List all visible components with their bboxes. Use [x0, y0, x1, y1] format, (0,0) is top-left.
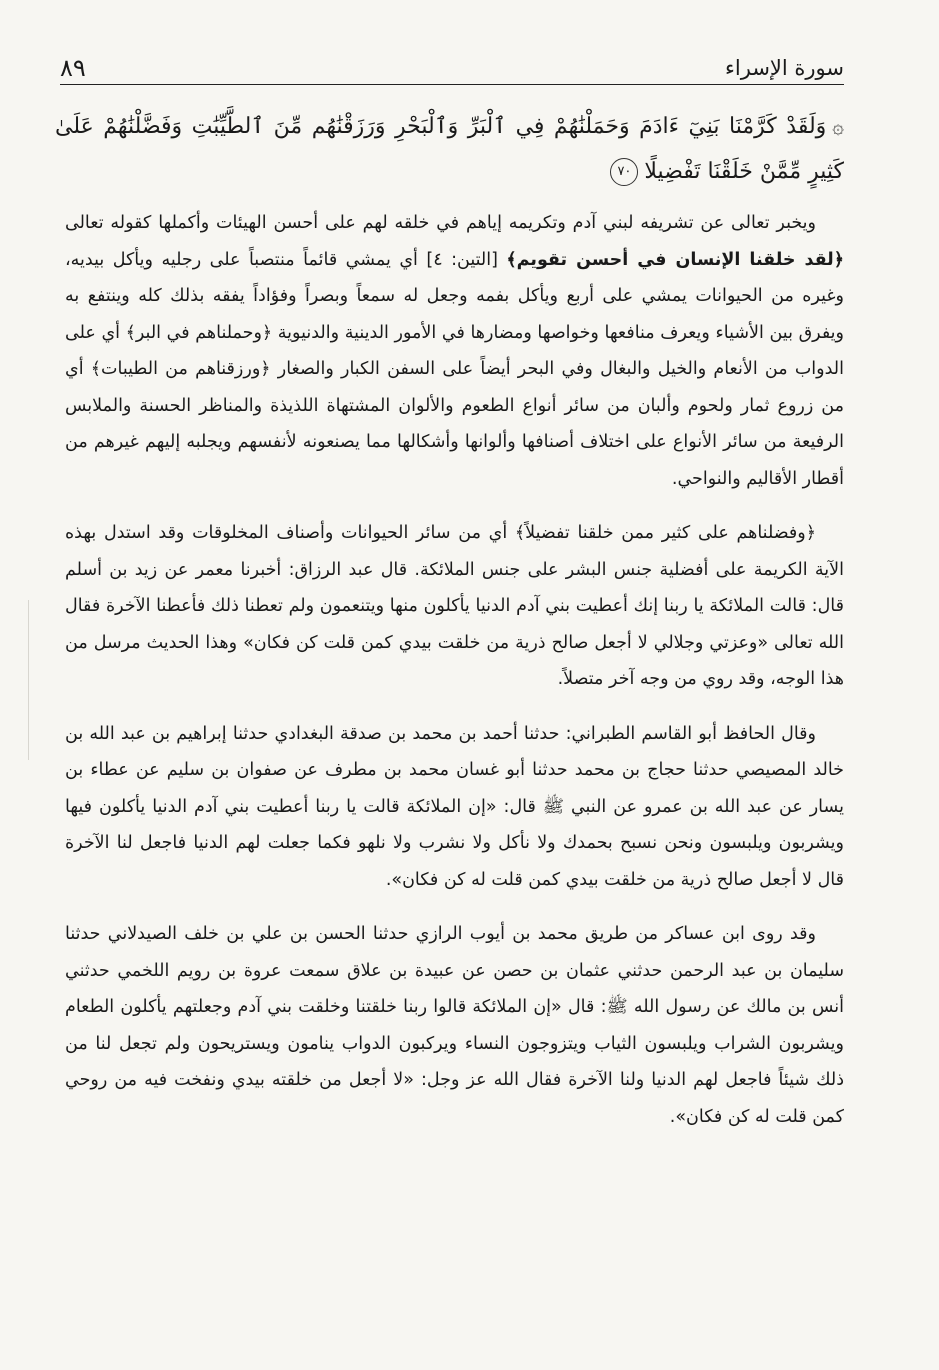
- scan-margin-line: [28, 600, 29, 760]
- paragraph-2: [65, 515, 844, 698]
- text-segment: وقد روى ابن عساكر من طريق محمد بن أيوب الرازي حدثنا الحسن بن علي بن خلف الصيدلاني حدثنا سليمان بن عبد الرحمن حدثني عثمان بن حصن عن عبيدة بن علاق سمعت عروة بن رويم اللخمي حدثني أنس بن مالك عن رسول الله ﷺ: قال «إن الملائكة قالوا ربنا خلقتنا وخلقت بني آدم وجعلتهم يأكلون الطعام ويشربون الشراب ويلبسون الثياب ويتزوجون النساء ويركبون الدواب ينامون ويستريحون ولم تجعل لنا من ذلك شيئاً فاجعل لهم الدنيا ولنا الآخرة فقال الله عز وجل: «لا أجعل من خلقته بيدي ونفخت فيه من روحي كمن قلت له كن فكان».: [65, 924, 844, 1127]
- page-header: [60, 50, 844, 85]
- paragraph-4: [65, 916, 844, 1135]
- page-number: ٨٩: [60, 54, 86, 82]
- text-segment: وقال الحافظ أبو القاسم الطبراني: حدثنا أحمد بن محمد بن صدقة البغدادي حدثنا إبراهيم بن عبد الله بن خالد المصيصي حدثنا حجاج بن محمد حدثنا أبو غسان محمد بن مطرف عن صفوان بن سليم عن عطاء بن يسار عن عبد الله بن عمرو عن النبي ﷺ قال: «إن الملائكة قالت يا ربنا أعطيت بني آدم الدنيا يأكلون فيها ويشربون ويلبسون ونحن نسبح بحمدك ولا نأكل ولا نشرب ولا نلهو فكما جعلت لهم الدنيا فاجعل لنا الآخرة قال لا أجعل صالح ذرية من خلقت بيدي كمن قلت له كن فكان».: [65, 723, 844, 890]
- quote-segment: ﴿لقد خلقنا الإنسان في أحسن تقويم﴾: [506, 249, 844, 270]
- commentary: [65, 205, 844, 1153]
- rub-el-hizb-icon: ۞: [832, 114, 844, 138]
- verse-text: وَلَقَدْ كَرَّمْنَا بَنِيٓ ءَادَمَ وَحَمَلْنَٰهُمْ فِي ٱلْبَرِّ وَٱلْبَحْرِ وَرَزَقْنَٰهُم مِّنَ ٱلطَّيِّبَٰتِ وَفَضَّلْنَٰهُمْ عَلَىٰ كَثِيرٍ مِّمَّنْ خَلَقْنَا تَفْضِيلًا: [55, 114, 844, 184]
- surah-title: سورة الإسراء: [725, 56, 844, 80]
- ayah-number: ٧٠: [610, 158, 638, 186]
- paragraph-3: [65, 716, 844, 899]
- text-segment: ويخبر تعالى عن تشريفه لبني آدم وتكريمه إياهم في خلقه لهم على أحسن الهيئات وأكملها كقوله تعالى: [65, 213, 816, 233]
- quran-verse: [55, 104, 844, 194]
- paragraph-1: [65, 205, 844, 497]
- text-segment: ﴿وفضلناهم على كثير ممن خلقنا تفضيلاً﴾ أي من سائر الحيوانات وأصناف المخلوقات وقد استدل بهذه الآية الكريمة على أفضلية جنس البشر على جنس الملائكة. قال عبد الرزاق: أخبرنا معمر عن زيد بن أسلم قال: قالت الملائكة يا ربنا إنك أعطيت بني آدم الدنيا يأكلون منها ويتنعمون ولم تعطنا ذلك فأعطنا الآخرة فقال الله تعالى «وعزتي وجلالي لا أجعل صالح ذرية من خلقت بيدي كمن قلت كن فكان» وهذا الحديث مرسل من هذا الوجه، وقد روي من وجه آخر متصلاً.: [65, 523, 844, 689]
- text-segment: [التين: ٤] أي يمشي قائماً منتصباً على رجليه ويأكل بيديه، وغيره من الحيوانات يمشي على أربع ويأكل بفمه وجعل له سمعاً وبصراً وفؤاداً يفقه بذلك كله وينتفع به ويفرق بين الأشياء ويعرف منافعها وخواصها ومضارها في الأمور الدينية والدنيوية ﴿وحملناهم في البر﴾ أي على الدواب من الأنعام والخيل والبغال وفي البحر أيضاً على السفن الكبار والصغار ﴿ورزقناهم من الطيبات﴾ أي من زروع ثمار ولحوم وألبان من سائر أنواع الطعوم والألوان المشتهاة اللذيذة والمناظر الحسنة والملابس الرفيعة من سائر الأنواع على اختلاف أصنافها وألوانها وأشكالها مما يصنعونه لأنفسهم ويجلبه إليهم غيرهم من أقطار الأقاليم والنواحي.: [65, 249, 844, 489]
